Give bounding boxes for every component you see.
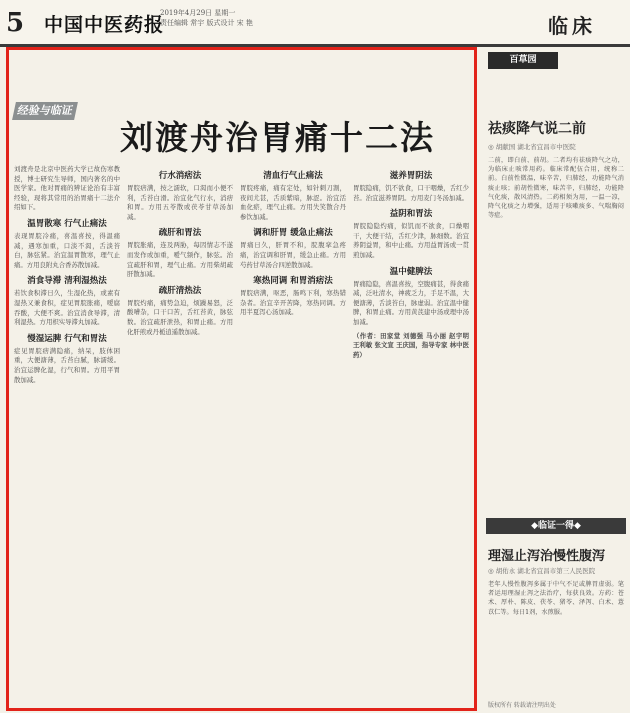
- sidebar-article1-author: ◎ 胡献国 湖北省宜昌市中医院: [488, 143, 576, 151]
- section-text: 胃脘灼痛，痛势急迫，烦躁易怒，泛酸嘈杂，口干口苦，舌红苔黄，脉弦数。治宜疏肝泄热，和胃止痛。方用化肝煎或丹栀逍遥散加减。: [127, 298, 233, 336]
- page-footer: 版权所有 转载请注明出处: [488, 702, 556, 709]
- sidebar-article2-title: 理湿止泻治慢性腹泻: [488, 549, 606, 564]
- section-heading: 温胃散寒 行气止痛法: [27, 218, 107, 229]
- dateline: [160, 8, 253, 28]
- date: 2019年4月29日 星期一: [160, 9, 236, 17]
- section-heading: 益阴和胃法: [389, 209, 433, 220]
- section-heading: 消食导滞 清利湿热法: [27, 276, 107, 287]
- sidebar-article2-author: ◎ 胡佑永 湖北省宜昌市第三人民医院: [488, 567, 596, 575]
- section-heading: 疏肝清热法: [158, 285, 202, 296]
- section-text: 胃脘疼痛，痛有定处，如针刺刀割，夜间尤甚，舌质紫暗，脉涩。治宜活血化瘀，理气止痛。方用失笑散合丹参饮加减。: [240, 184, 346, 221]
- section-heading: 调和肝胃 缓急止痛法: [253, 228, 333, 239]
- section-heading: 温中健脾法: [389, 266, 433, 277]
- section-text: 胃脘隐隐灼痛，似饥而不欲食，口燥咽干，大便干结，舌红少津，脉细数。治宜养阴益胃，和中止痛。方用益胃汤或一贯煎加减。: [353, 222, 469, 259]
- sidebar-divider-banner: ◆临证一得◆: [486, 518, 626, 534]
- page-number: 5: [6, 8, 25, 38]
- section-title: 临床: [548, 14, 596, 38]
- article-intro: 刘渡舟是北京中医药大学已故伤寒教授，博士研究生导师，国内著名的中医学家。他对胃痛的辨证论治有丰富经验，现将其常用的治胃痛十二法介绍如下。: [14, 165, 120, 212]
- article-column-3: [240, 165, 346, 705]
- section-heading: 慢湿运脾 行气和胃法: [27, 333, 107, 344]
- section-text: 胃脘胀痛，连及两胁，每因情志不遂而发作或加重，嗳气频作，脉弦。治宜疏肝和胃，理气止痛。方用柴胡疏肝散加减。: [127, 241, 233, 279]
- article-byline: （作者：田家堂 刘德强 马小丽 赵宇明 王利敏 张文宣 王庆国，指导专家 林中医药）: [353, 331, 469, 359]
- sidebar-article1-body: 二前，即白前、前胡。二者均有祛痰降气之功，为临床止咳常用药。临床常配伍合用，统称二前。白前性微温，味辛苦，归肺经，功能降气消痰止咳；前胡性微寒，味苦辛，归肺经，功能降气化痰，散风清热。二药相须为用，一温一凉，降气化痰之力增强，适用于咳嗽痰多、气喘胸闷等症。: [488, 157, 624, 220]
- masthead-logo: 中国中医药报: [44, 14, 165, 36]
- column-label: 经验与临证: [12, 102, 78, 120]
- sidebar-article2-body: 老年人慢性腹泻多属于中气不足或脾胃虚弱。笔者运用理湿止泻之法治疗，每获良效。方药：苍术、厚朴、陈皮、茯苓、猪苓、泽泻、白术、薏苡仁等。每日1剂，水煎服。: [488, 581, 624, 616]
- section-text: 症见胃脘痞满隐痛，纳呆，肢体困重，大便溏薄，舌苔白腻，脉濡缓。治宜运脾化湿，行气和胃。方用平胃散加减。: [14, 346, 120, 384]
- editor-line: 责任编辑 常宇 版式设计 宋 艳: [160, 19, 253, 27]
- section-heading: 滋养胃阴法: [389, 171, 433, 181]
- section-heading: 清血行气止痛法: [263, 171, 323, 181]
- article-column-4: [353, 165, 469, 705]
- section-heading: 寒热同调 和胃消痞法: [253, 276, 333, 287]
- section-text: 胃脘痞满，呕恶，肠鸣下利，寒热错杂者。治宜辛开苦降，寒热同调。方用半夏泻心汤加减。: [240, 289, 346, 317]
- section-heading: 疏肝和胃法: [158, 228, 202, 239]
- sidebar-tag: 百草园: [488, 52, 558, 69]
- section-text: 若饮食积滞日久，生湿化热，或素有湿热又兼食积，症见胃脘胀痛，嗳腐吞酸，大便不爽。治宜消食导滞，清利湿热。方用枳实导滞丸加减。: [14, 289, 120, 327]
- section-text: 胃痛隐隐，喜温喜按，空腹痛甚，得食痛减，泛吐清水，神疲乏力，手足不温，大便溏薄，舌淡苔白，脉虚弱。治宜温中健脾，和胃止痛。方用黄芪建中汤或理中汤加减。: [353, 279, 469, 326]
- article-column-2: [127, 165, 233, 705]
- section-text: 表现胃脘冷痛，喜温喜按，得温痛减，遇寒加重，口淡不渴，舌淡苔白，脉弦紧。治宜温胃散寒，理气止痛。方用良附丸合香苏散加减。: [14, 231, 120, 269]
- article-headline: 刘渡舟治胃痛十二法: [120, 118, 435, 157]
- section-text: 胃脘痞满，按之濡软，口渴而小便不利，舌苔白滑。治宜化气行水，消痞和胃。方用五苓散或茯苓甘草汤加减。: [127, 184, 233, 221]
- section-heading: 行水消痞法: [158, 171, 202, 181]
- section-text: 胃脘隐痛，饥不欲食，口干咽燥，舌红少苔。治宜滋养胃阴。方用麦门冬汤加减。: [353, 184, 469, 202]
- article-column-1: [14, 165, 120, 705]
- section-text: 胃痛日久，肝胃不和，脘腹挛急疼痛，治宜调和肝胃，缓急止痛。方用芍药甘草汤合四逆散加减。: [240, 241, 346, 269]
- sidebar-article1-title: 祛痰降气说二前: [488, 121, 586, 137]
